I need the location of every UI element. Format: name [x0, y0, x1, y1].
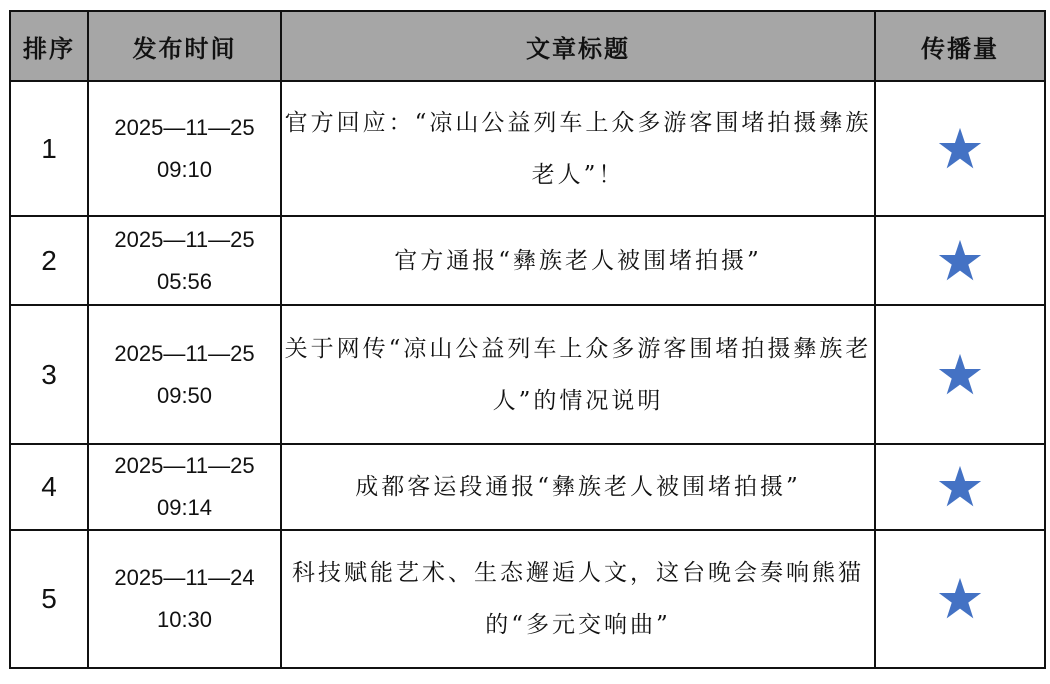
ranking-table	[9, 10, 1046, 669]
rank-cell: 4	[10, 444, 88, 530]
article-title: 关于网传“凉山公益列车上众多游客围堵拍摄彝族老人”的情况说明	[281, 305, 875, 444]
star-icon	[937, 352, 983, 398]
table-row	[10, 305, 1045, 444]
header-article-title: 文章标题	[281, 11, 875, 81]
publish-clock: 10:30	[156, 607, 213, 632]
rank-cell: 1	[10, 81, 88, 216]
table-row	[10, 530, 1045, 668]
publish-date: 2025—11—25	[114, 340, 255, 366]
rank-cell: 3	[10, 305, 88, 444]
reach-cell	[875, 305, 1045, 444]
publish-clock: 09:10	[156, 156, 213, 182]
article-title: 科技赋能艺术、生态邂逅人文，这台晚会奏响熊猫的“多元交响曲”	[281, 530, 875, 668]
publish-clock: 09:50	[156, 382, 213, 408]
star-icon	[937, 238, 983, 284]
table-row	[10, 81, 1045, 216]
publish-date: 2025—11—25	[114, 226, 255, 252]
publish-time-cell	[88, 216, 281, 305]
publish-date: 2025—11—25	[114, 114, 255, 140]
publish-time-cell	[88, 530, 281, 668]
publish-date: 2025—11—25	[114, 453, 255, 478]
header-publish-time: 发布时间	[88, 11, 281, 81]
table-row	[10, 216, 1045, 305]
publish-clock: 05:56	[156, 268, 213, 294]
reach-cell	[875, 216, 1045, 305]
table-row	[10, 444, 1045, 530]
header-row	[10, 11, 1045, 81]
rank-cell: 5	[10, 530, 88, 668]
reach-cell	[875, 81, 1045, 216]
publish-clock: 09:14	[156, 495, 213, 520]
header-reach: 传播量	[875, 11, 1045, 81]
article-title: 官方回应：“凉山公益列车上众多游客围堵拍摄彝族老人”！	[281, 81, 875, 216]
article-title: 成都客运段通报“彝族老人被围堵拍摄”	[281, 444, 875, 530]
star-icon	[937, 464, 983, 510]
publish-time-cell	[88, 305, 281, 444]
reach-cell	[875, 530, 1045, 668]
publish-date: 2025—11—24	[114, 565, 255, 590]
star-icon	[937, 126, 983, 172]
star-icon	[937, 576, 983, 622]
publish-time-cell	[88, 81, 281, 216]
publish-time-cell	[88, 444, 281, 530]
reach-cell	[875, 444, 1045, 530]
rank-cell: 2	[10, 216, 88, 305]
header-rank: 排序	[10, 11, 88, 81]
article-title: 官方通报“彝族老人被围堵拍摄”	[281, 216, 875, 305]
